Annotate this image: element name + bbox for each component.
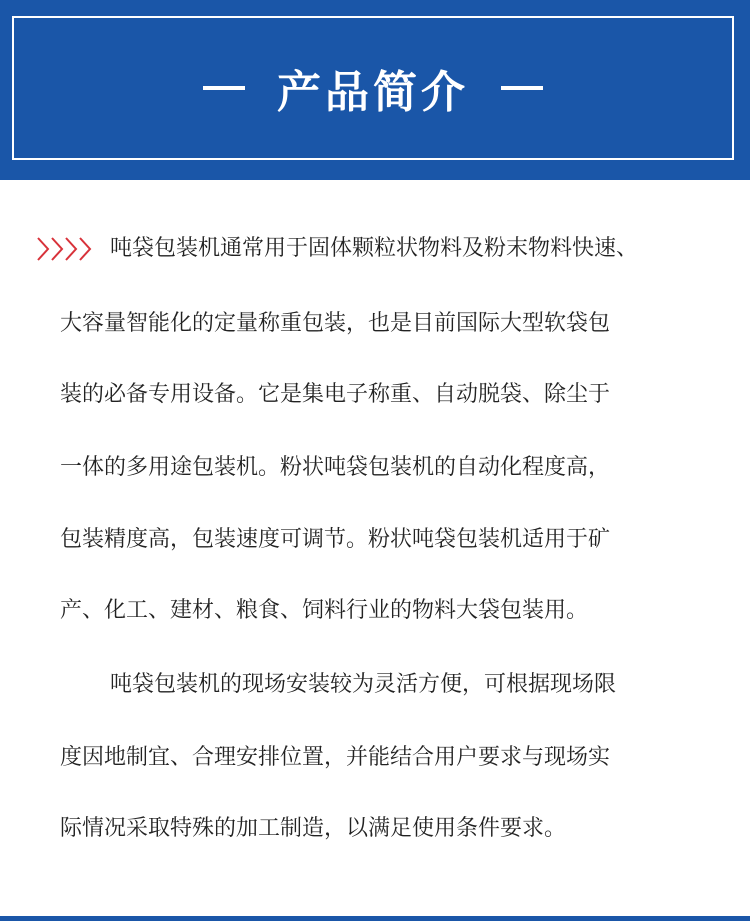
page-title: 产品简介 bbox=[277, 67, 469, 118]
bottom-divider bbox=[0, 916, 750, 921]
paragraph-1-line-1: 吨袋包装机通常用于固体颗粒状物料及粉末物料快速、 bbox=[110, 236, 639, 261]
chevron-right-icon bbox=[36, 236, 50, 262]
paragraph-1-line-5: 包装精度高，包装速度可调节。粉状吨袋包装机适用于矿 bbox=[60, 527, 611, 552]
header-banner bbox=[0, 0, 750, 180]
paragraph-2-line-1: 吨袋包装机的现场安装较为灵活方便，可根据现场限 bbox=[110, 672, 617, 697]
chevron-right-icon bbox=[78, 236, 92, 262]
bullet-arrows bbox=[36, 236, 92, 262]
paragraph-1-line-2: 大容量智能化的定量称重包装，也是目前国际大型软袋包 bbox=[60, 311, 611, 336]
paragraph-1-line-3: 装的必备专用设备。它是集电子称重、自动脱袋、除尘于 bbox=[60, 382, 611, 407]
paragraph-2-line-3: 际情况采取特殊的加工制造，以满足使用条件要求。 bbox=[60, 816, 567, 841]
header-title-group bbox=[14, 18, 732, 158]
paragraph-1-line-6: 产、化工、建材、粮食、饲料行业的物料大袋包装用。 bbox=[60, 598, 589, 623]
chevron-right-icon bbox=[64, 236, 78, 262]
title-dash-left bbox=[203, 86, 245, 90]
paragraph-2-line-2: 度因地制宜、合理安排位置，并能结合用户要求与现场实 bbox=[60, 745, 611, 770]
header-frame bbox=[12, 16, 734, 160]
paragraph-1-line-4: 一体的多用途包装机。粉状吨袋包装机的自动化程度高， bbox=[60, 455, 611, 480]
chevron-right-icon bbox=[50, 236, 64, 262]
title-dash-right bbox=[501, 86, 543, 90]
